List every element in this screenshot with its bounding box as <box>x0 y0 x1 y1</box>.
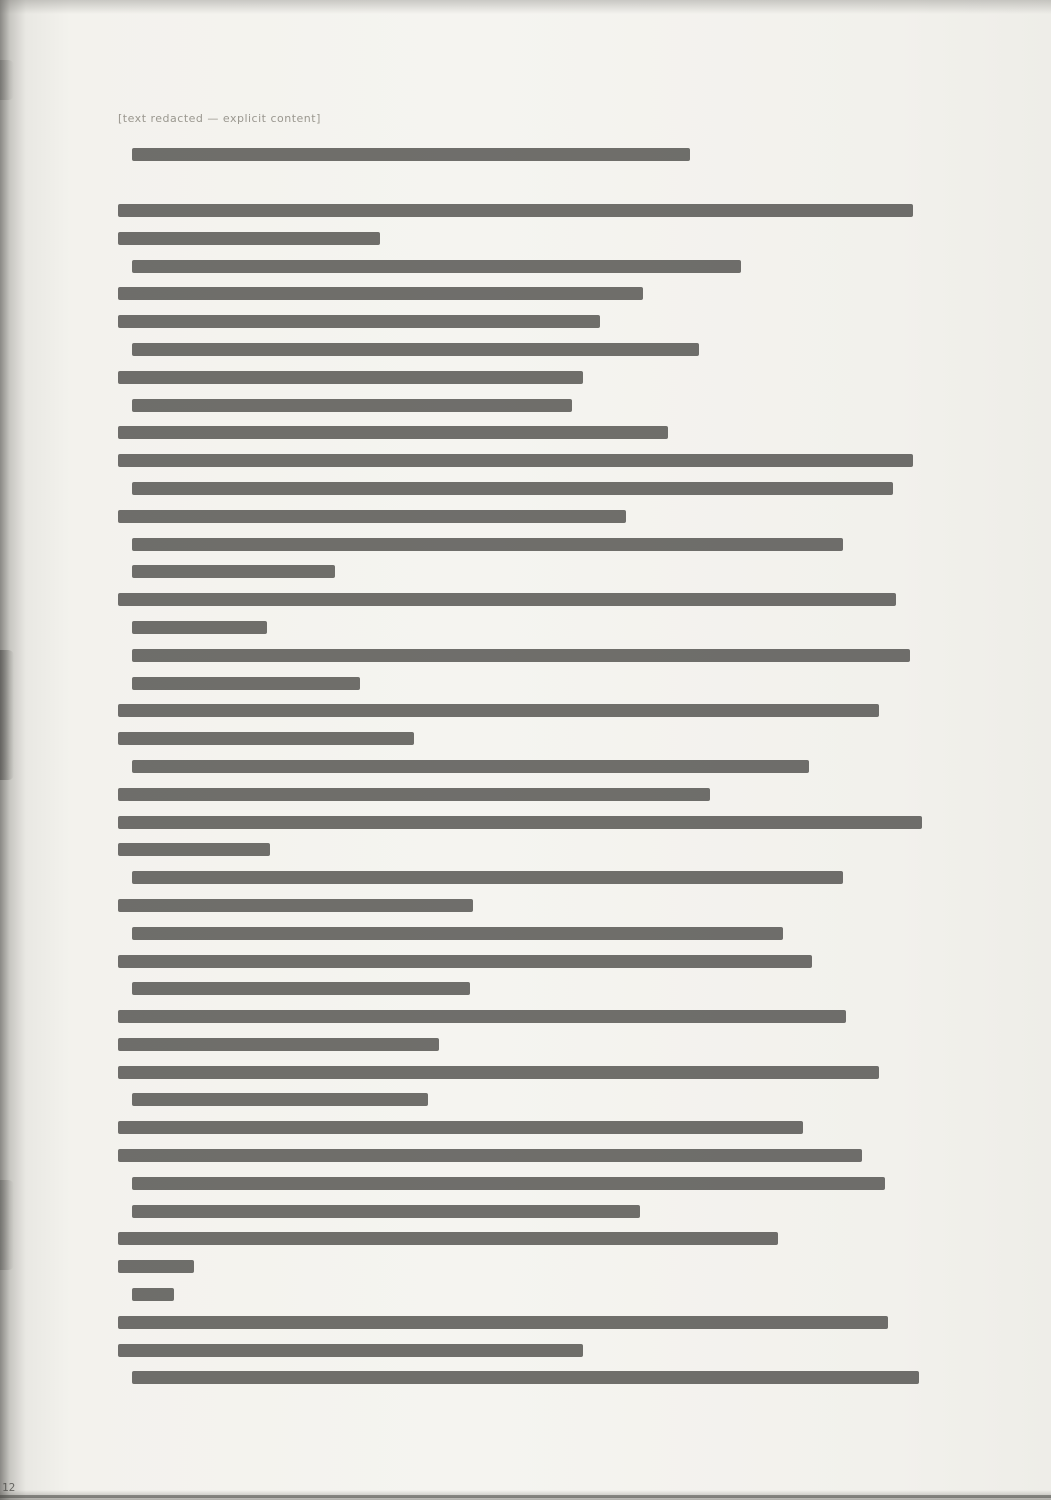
redacted-text-bar <box>132 982 470 995</box>
redacted-text-bar <box>118 204 913 217</box>
redacted-text-line <box>118 169 964 197</box>
page-number: 12 <box>2 1481 16 1494</box>
redacted-text-line <box>118 280 964 308</box>
redacted-text-bar <box>132 1177 885 1190</box>
redacted-text-line <box>118 975 964 1003</box>
redacted-text-bar <box>118 371 583 384</box>
redacted-text-line <box>118 1058 964 1086</box>
redacted-text-bar <box>118 1232 778 1245</box>
redacted-text-line <box>118 197 964 225</box>
redacted-text-bar <box>132 621 267 634</box>
redacted-text-line <box>118 1003 964 1031</box>
redacted-text-line <box>118 1086 964 1114</box>
redacted-text-bar <box>118 843 270 856</box>
redacted-text-line <box>118 1197 964 1225</box>
redacted-text-bar <box>118 704 879 717</box>
redacted-text-line <box>118 780 964 808</box>
scan-edge-smudge <box>0 60 14 100</box>
scan-bottom-edge <box>0 1495 1051 1498</box>
redacted-text-bar <box>118 816 922 829</box>
redacted-text-bar <box>132 482 893 495</box>
redacted-text-bar <box>132 1093 428 1106</box>
redacted-text-bar <box>118 287 643 300</box>
redacted-text-bar <box>132 1371 919 1384</box>
redacted-text-bar <box>118 955 812 968</box>
redacted-text-line <box>118 419 964 447</box>
redacted-text-line <box>118 808 964 836</box>
redacted-text-line <box>118 252 964 280</box>
redacted-text-bar <box>132 260 741 273</box>
redacted-text-line <box>118 1364 964 1392</box>
redacted-text-bar <box>132 1205 640 1218</box>
redacted-text-bar <box>118 1010 846 1023</box>
redacted-text-line <box>118 725 964 753</box>
redacted-text-line <box>118 363 964 391</box>
redacted-text-line <box>118 614 964 642</box>
redacted-text-line <box>118 947 964 975</box>
redacted-text-bar <box>118 788 710 801</box>
redacted-text-bar <box>132 399 572 412</box>
redacted-text-line <box>118 502 964 530</box>
redacted-text-bar <box>118 426 668 439</box>
redacted-text-bar <box>118 732 414 745</box>
redacted-text-line <box>118 669 964 697</box>
redacted-text-line <box>118 1031 964 1059</box>
redacted-text-bar <box>118 1260 194 1273</box>
redacted-text-line <box>118 447 964 475</box>
redacted-text-bar <box>132 343 699 356</box>
redacted-text-bar <box>132 871 843 884</box>
redacted-text-line <box>118 586 964 614</box>
redacted-text-line <box>118 1336 964 1364</box>
redacted-text-bar <box>132 538 843 551</box>
redacted-text-line <box>118 1114 964 1142</box>
redacted-text-bar <box>118 1149 862 1162</box>
redacted-text-line <box>118 697 964 725</box>
redacted-text-line <box>118 1169 964 1197</box>
redacted-text-bar <box>132 565 335 578</box>
redacted-text-bar <box>118 1038 439 1051</box>
redacted-text-line <box>118 753 964 781</box>
redacted-text-line <box>118 308 964 336</box>
redacted-text-line <box>118 641 964 669</box>
redacted-text-line <box>118 475 964 503</box>
redacted-text-bar <box>132 649 910 662</box>
redaction-note: [text redacted — explicit content] <box>118 112 321 125</box>
redacted-text-line <box>118 224 964 252</box>
redacted-text-line <box>118 1142 964 1170</box>
redacted-text-bar <box>118 510 626 523</box>
redacted-text-line <box>118 1308 964 1336</box>
redacted-text-bar <box>118 1316 888 1329</box>
redacted-text-line <box>118 1281 964 1309</box>
redacted-text-line <box>118 836 964 864</box>
redacted-text-line <box>118 1225 964 1253</box>
redacted-text-bar <box>118 899 473 912</box>
redacted-text-line <box>118 892 964 920</box>
redacted-text-bar <box>118 315 600 328</box>
redacted-text-line <box>118 864 964 892</box>
redacted-text-bar <box>118 454 913 467</box>
redacted-text-line <box>118 919 964 947</box>
redacted-text-bar <box>132 927 783 940</box>
redacted-text-bar <box>118 1121 803 1134</box>
text-block <box>118 141 964 1392</box>
redacted-text-line <box>118 141 964 169</box>
scan-edge-smudge <box>0 650 14 780</box>
redacted-text-line <box>118 391 964 419</box>
redacted-text-bar <box>132 148 690 161</box>
redacted-text-line <box>118 558 964 586</box>
redacted-text-bar <box>132 677 360 690</box>
redacted-text-line <box>118 1253 964 1281</box>
redacted-text-line <box>118 530 964 558</box>
redacted-text-bar <box>132 1288 174 1301</box>
redacted-text-bar <box>118 1066 879 1079</box>
redacted-text-bar <box>132 760 809 773</box>
redacted-text-bar <box>118 1344 583 1357</box>
scan-edge-smudge <box>0 1180 14 1270</box>
redacted-text-line <box>118 336 964 364</box>
redacted-text-bar <box>118 232 380 245</box>
redacted-text-bar <box>118 593 896 606</box>
